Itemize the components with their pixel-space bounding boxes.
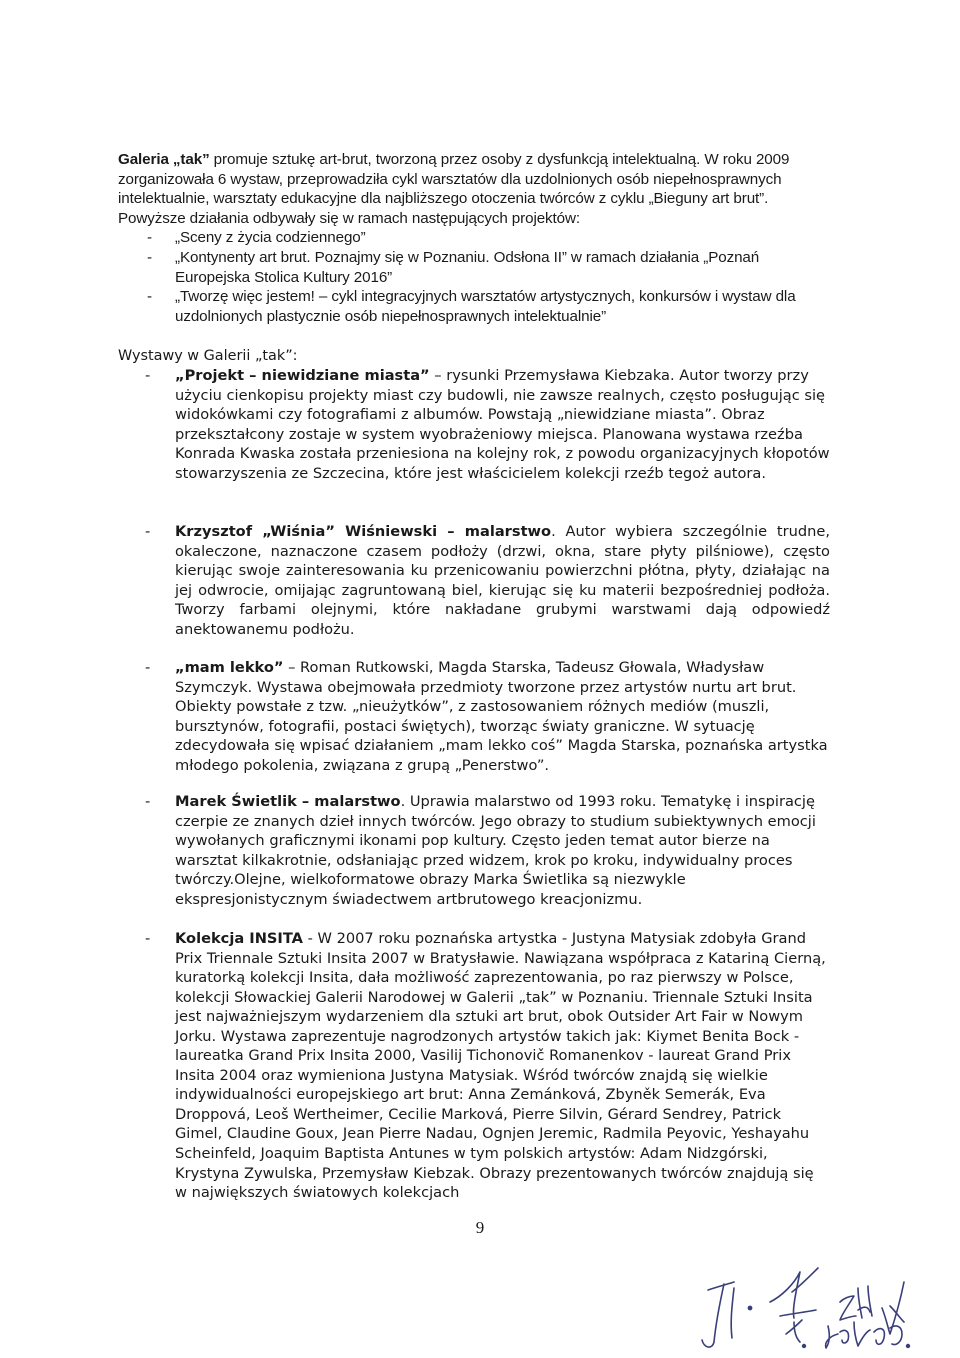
exhibition-entry [118, 366, 830, 483]
page-number: 9 [475, 1218, 485, 1237]
entry-text: – Roman Rutkowski, Magda Starska, Tadeusz Głowala, Władysław Szymczyk. Wystawa obejmowała przedmioty tworzone przez artystów nurtu art brut. Obiekty powstałe z tzw. „nieużytków”, z zastosowaniem różnych mediów (muszli, bursztynów, fotografii, postaci świętych), tworząc światy graniczne. W sytuację zdecydowała się wpisać działaniem „mam lekko coś” Magda Starska, poznańska artystka młodego pokolenia, związana z grupą „Penerstwo”. [175, 659, 828, 774]
entry-title: „Projekt – niewidziane miasta” [175, 367, 430, 384]
project-list [118, 228, 838, 326]
list-dash: - [145, 793, 151, 810]
list-dash: - [145, 659, 151, 676]
entry-title: Kolekcja INSITA [175, 930, 303, 947]
entry-title: „mam lekko” [175, 659, 284, 676]
entry-title: Marek Świetlik – malarstwo [175, 793, 401, 810]
entry-text: . Autor wybiera szczególnie trudne, okaleczone, naznaczone czasem podłoży (drzwi, okna, stare płyty pilśniowe), często kierując swoje zainteresowania ku przenicowaniu powierzchni płótna, płyty, działając na jej odwrocie, omijając zagruntowaną biel, kierując się ku materii bezpośredniej podłoża. Tworzy farbami olejnymi, które nakładane grubymi warstwami dają odpowiedź anektowanemu podłożu. [175, 523, 830, 638]
list-dash: - [145, 523, 151, 540]
entry-text: – rysunki Przemysława Kiebzaka. Autor tworzy przy użyciu cienkopisu projekty miast czy budowli, nie zawsze realnych, często posługując się widokówkami czy fotografiami z albumów. Powstają „niewidziane miasta”. Obraz przekształcony zostaje w system wyobrażeniowy miejsca. Planowana wystawa rzeźba Konrada Kwaska została przeniesiona na kolejny rok, z powodu organizacyjnych kłopotów stowarzyszenia ze Szczecina, które jest właścicielem kolekcji rzeźb tegoż autora. [175, 367, 830, 482]
entry-title: Krzysztof „Wiśnia” Wiśniewski – malarstwo [175, 523, 552, 540]
intro-paragraph [118, 150, 838, 228]
exhibition-entry [118, 792, 830, 909]
exhibitions-heading: Wystawy w Galerii „tak”: [118, 348, 298, 364]
project-item: - „Sceny z życia codziennego” [118, 228, 838, 248]
list-dash: - [145, 930, 151, 947]
list-dash: - [145, 367, 151, 384]
handwritten-initials-signature [690, 1262, 930, 1352]
gallery-name: Galeria „tak” [118, 151, 210, 168]
entry-text: - W 2007 roku poznańska artystka - Justyna Matysiak zdobyła Grand Prix Triennale Sztuki Insita 2007 w Bratysławie. Nawiązana współpraca z Katariną Cierną, kuratorką kolekcji Insita, dała możliwość zaprezentowania, po raz pierwszy w Polsce, kolekcji Słowackiej Galerii Narodowej w Galerii „tak” w Poznaniu. Triennale Sztuki Insita jest najważniejszym wydarzeniem dla sztuki art brut, obok Outsider Art Fair w Nowym Jorku. Wystawa zaprezentuje nagrodzonych artystów takich jak: Kiymet Benita Bock - laureatka Grand Prix Insita 2000, Vasilij Tichonovič Romanenkov - laureat Grand Prix Insita 2004 oraz wymieniona Justyna Matysiak. Wśród twórców znajdą się wielkie indywidualności europejskiego art brut: Anna Zemánková, Zbyněk Semerák, Eva Droppová, Leoš Wertheimer, Cecilie Marková, Pierre Silvin, Gérard Sendrey, Patrick Gimel, Claudine Goux, Jean Pierre Nadau, Ognjen Jeremic, Radmila Peyovic, Yeshayahu Scheinfeld, Joaquim Baptista Antunes w tym polskich artystów: Adam Nidzgórski, Krystyna Zywulska, Przemysław Kiebzak. Obrazy prezentowanych twórców znajdują się w największych światowych kolekcjach [175, 930, 826, 1202]
exhibition-entry [118, 522, 830, 639]
project-item: - „Kontynenty art brut. Poznajmy się w Poznaniu. Odsłona II” w ramach działania „Poznań Europejska Stolica Kultury 2016” [118, 248, 838, 287]
exhibition-entry [118, 658, 830, 775]
intro-section [118, 150, 838, 326]
exhibition-entry [118, 929, 830, 1203]
intro-text: promuje sztukę art-brut, tworzoną przez osoby z dysfunkcją intelektualną. W roku 2009 zorganizowała 6 wystaw, przeprowadziła cykl warsztatów dla uzdolnionych osób niepełnosprawnych intelektualnie, warsztaty edukacyjne dla najbliższego otoczenia twórców z cyklu „Bieguny art brut”. Powyższe działania odbywały się w ramach następujących projektów: [118, 151, 790, 227]
project-item: - „Tworzę więc jestem! – cykl integracyjnych warsztatów artystycznych, konkursów i wystaw dla uzdolnionych plastycznie osób niepełnosprawnych intelektualnie” [118, 287, 838, 326]
entry-text: . Uprawia malarstwo od 1993 roku. Tematykę i inspirację czerpie ze znanych dzieł innych twórców. Jego obrazy to studium subiektywnych emocji wywołanych graficznymi ikonami pop kultury. Często jeden temat autor bierze na warsztat kilkakrotnie, odsłaniając przed widzem, krok po kroku, indywidualny proces twórczy.Olejne, wielkoformatowe obrazy Marka Świetlika są niezwykle ekspresjonistycznym świadectwem artbrutowego kreacjonizmu. [175, 793, 816, 908]
